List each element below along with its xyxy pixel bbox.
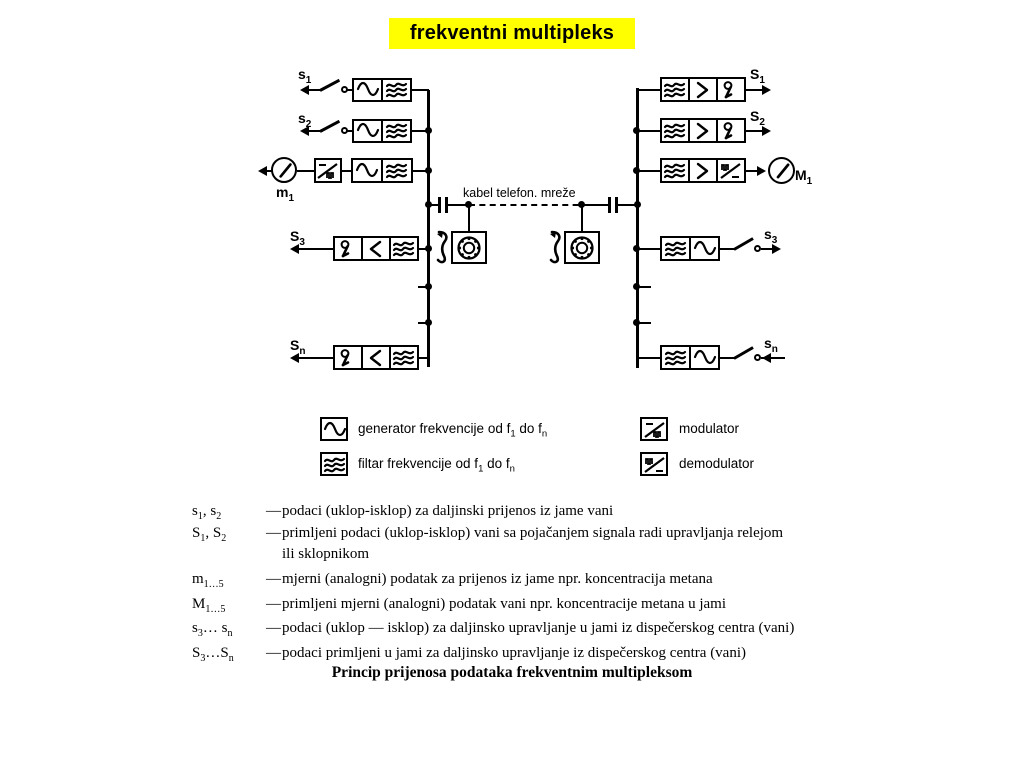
- description-dash: —: [266, 570, 281, 587]
- left-row-S3-label: $S_3$: [290, 228, 305, 248]
- legend-filter-symbol: [320, 452, 348, 476]
- page-title: frekventni multipleks: [409, 22, 615, 44]
- right-capacitor-plate-a: [608, 197, 611, 213]
- right-bus-node-b: [633, 319, 640, 326]
- left-row-s1-wire-out: [411, 89, 429, 91]
- relay-icon: [716, 79, 744, 100]
- right-row-s3-modules: [660, 236, 720, 261]
- right-row-s3-switch-terminal: [754, 245, 761, 252]
- legend-generator-symbol: [320, 417, 348, 441]
- legend-filter-text: [358, 456, 515, 475]
- right-phone-body: [564, 231, 600, 264]
- filter-icon: [662, 238, 689, 259]
- description-dash: —: [266, 645, 281, 662]
- left-phone-drop: [468, 205, 470, 232]
- left-row-m1-bus-node: [425, 167, 432, 174]
- description-text: podaci primljeni u jami za daljinsko upravljanje iz dispečerskog centra (vani): [282, 645, 747, 662]
- filter-icon: [662, 79, 688, 100]
- right-phone-drop: [581, 205, 583, 232]
- left-row-s2-switch[interactable]: [319, 120, 340, 133]
- legend-filter-pre: filtar frekvencije od f: [358, 456, 479, 471]
- right-row-sn-modules: [660, 345, 720, 370]
- left-row-s2-modules: [352, 119, 412, 143]
- right-row-M1-modules: [660, 158, 746, 183]
- right-row-S2-label: $S_2$: [750, 108, 765, 128]
- description-symbol: $s_1$, $s_2$: [192, 503, 222, 522]
- description-symbol: $m_{1\dots 5}$: [192, 570, 224, 590]
- right-row-S1-modules: [660, 77, 746, 102]
- filter-icon: [381, 160, 411, 181]
- left-bus-node-a: [425, 283, 432, 290]
- generator-icon: [353, 160, 381, 181]
- right-row-M1-arrow-icon: [757, 166, 766, 176]
- legend-generator-text: [358, 421, 547, 440]
- cable-label: kabel telefon. mreže: [463, 186, 576, 200]
- filter-icon: [389, 347, 417, 368]
- page-title-banner: [389, 18, 635, 49]
- filter-icon: [389, 238, 417, 259]
- left-phone-body: [451, 231, 487, 264]
- legend-generator-sub2: n: [541, 428, 548, 440]
- amplifier-icon: [361, 238, 389, 259]
- demodulator-icon: [716, 160, 744, 181]
- left-row-s2-wire-in: [308, 130, 320, 132]
- relay-icon: [716, 120, 744, 141]
- description-row: [192, 596, 892, 616]
- right-row-s3-switch[interactable]: [733, 237, 754, 251]
- modulator-icon: [316, 160, 340, 181]
- right-row-S2-modules: [660, 118, 746, 143]
- description-text: podaci (uklop-isklop) za daljinski prijenos iz jame vani: [282, 503, 614, 519]
- right-row-M1-bus-node: [633, 167, 640, 174]
- generator-icon: [354, 80, 381, 100]
- right-row-s3-label: $s_3$: [764, 226, 778, 246]
- filter-icon: [662, 120, 688, 141]
- left-row-Sn-label: $S_n$: [290, 337, 306, 357]
- description-text: mjerni (analogni) podatak za prijenos iz jame npr. koncentracija metana: [282, 570, 713, 587]
- legend-modulator-text: modulator: [679, 421, 740, 436]
- left-row-s1-wire-in: [308, 89, 320, 91]
- description-text: podaci (uklop — isklop) za daljinsko upravljanje u jami iz dispečerskog centra (vani): [282, 620, 795, 637]
- generator-icon: [689, 238, 718, 259]
- description-continuation: ili sklopnikom: [282, 545, 370, 562]
- description-text: primljeni mjerni (analogni) podatak vani npr. koncentracije metana u jami: [282, 595, 727, 612]
- cable-wire-right: [586, 204, 608, 206]
- right-row-M1-meter-icon: [768, 157, 795, 184]
- right-row-sn-switch[interactable]: [733, 346, 754, 360]
- relay-icon: [335, 347, 361, 368]
- figure-caption: Princip prijenosa podataka frekventnim multipleksom: [331, 664, 693, 681]
- right-row-sn-switch-terminal: [754, 354, 761, 361]
- relay-icon: [335, 238, 361, 259]
- legend-modulator-symbol: [640, 417, 668, 441]
- description-dash: —: [266, 525, 281, 542]
- right-row-S1-label: $S_1$: [750, 66, 765, 86]
- right-row-M1-label: $M_1$: [795, 167, 813, 187]
- legend-filter-mid: do f: [483, 456, 510, 471]
- filter-icon: [381, 121, 410, 141]
- description-dash: —: [266, 620, 281, 637]
- legend-demodulator-text: demodulator: [679, 456, 755, 471]
- generator-icon: [354, 121, 381, 141]
- description-row: [192, 620, 892, 640]
- left-phone-handset-icon: [433, 230, 451, 271]
- legend-demodulator-symbol: [640, 452, 668, 476]
- left-row-s1-label: $s_1$: [298, 66, 312, 86]
- left-row-m1-label: $m_1$: [276, 184, 295, 204]
- cable-dashed-line: [469, 204, 589, 206]
- filter-icon: [662, 347, 689, 368]
- description-row: [192, 645, 892, 665]
- legend-generator-sub1: 1: [510, 428, 516, 440]
- legend-generator-pre: generator frekvencije od f: [358, 421, 511, 436]
- right-row-s3-wire-in: [637, 248, 661, 250]
- description-symbol: $s_3\dots$ $s_n$: [192, 620, 233, 640]
- filter-icon: [381, 80, 410, 100]
- right-row-S2-bus-node: [633, 127, 640, 134]
- description-symbol: $M_{1\dots 5}$: [192, 595, 226, 615]
- description-dash: —: [266, 503, 281, 519]
- left-row-m1-modules: [351, 158, 413, 183]
- amplifier-icon: [688, 120, 716, 141]
- amplifier-icon: [361, 347, 389, 368]
- left-row-m1-modulator: [314, 158, 342, 183]
- left-bus-node-b: [425, 319, 432, 326]
- left-row-S3-modules: [333, 236, 419, 261]
- legend-filter-sub2: n: [509, 463, 515, 475]
- amplifier-icon: [688, 160, 716, 181]
- right-row-S1-arrow-icon: [762, 85, 771, 95]
- description-row: [192, 503, 892, 523]
- right-row-M1-wire-in: [637, 170, 661, 172]
- legend-filter-sub1: 1: [478, 463, 484, 475]
- description-text: primljeni podaci (uklop-isklop) vani sa pojačanjem signala radi upravljanja relejom: [282, 525, 784, 542]
- left-row-Sn-modules: [333, 345, 419, 370]
- left-row-s1-modules: [352, 78, 412, 102]
- description-row: [192, 571, 892, 591]
- description-row: [192, 525, 892, 545]
- generator-icon: [689, 347, 718, 368]
- description-symbol: $S_1$, $S_2$: [192, 525, 227, 545]
- left-row-S3-wire-in: [298, 248, 334, 250]
- right-phone-handset-icon: [546, 230, 564, 271]
- right-bus-node-a: [633, 283, 640, 290]
- right-row-sn-label: $s_n$: [764, 335, 778, 355]
- right-row-sn-wire-in: [637, 357, 661, 359]
- filter-icon: [662, 160, 688, 181]
- right-row-s3-bus-node: [633, 245, 640, 252]
- amplifier-icon: [688, 79, 716, 100]
- left-capacitor-plate-a: [438, 197, 441, 213]
- description-dash: —: [266, 595, 281, 612]
- left-row-S3-bus-node: [425, 245, 432, 252]
- description-list: [192, 503, 892, 668]
- left-row-s2-label: $s_2$: [298, 110, 312, 130]
- description-symbol: $S_3\dots S_n$: [192, 645, 234, 665]
- phone-dial-icon: [566, 233, 598, 262]
- phone-dial-icon: [453, 233, 485, 262]
- left-row-m1-wire-a: [297, 170, 315, 172]
- left-row-Sn-wire-out: [418, 357, 429, 359]
- left-row-s2-bus-node: [425, 127, 432, 134]
- right-row-S1-wire-in: [637, 89, 661, 91]
- legend-generator-mid: do f: [515, 421, 542, 436]
- left-row-s1-switch[interactable]: [319, 79, 340, 92]
- right-row-S2-wire-in: [637, 130, 661, 132]
- left-row-Sn-wire-in: [298, 357, 334, 359]
- left-row-m1-meter-icon: [271, 157, 297, 183]
